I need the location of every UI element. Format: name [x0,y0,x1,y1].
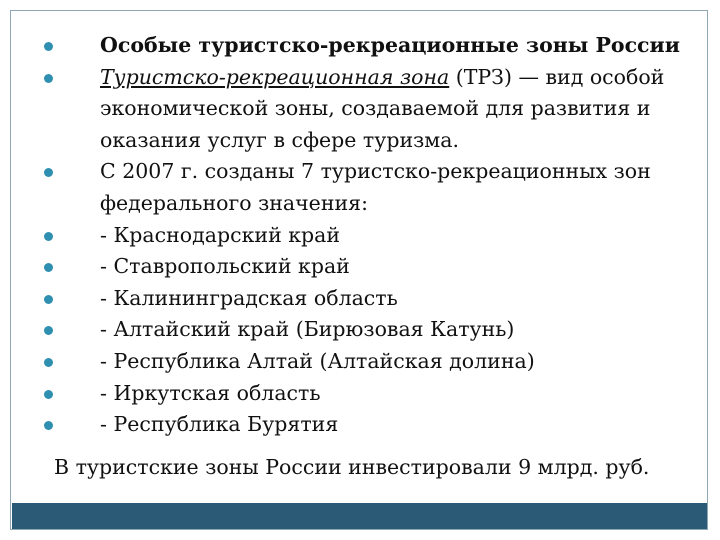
bullet-dot-icon [44,421,53,430]
zone-label: - Калининградская область [100,285,398,310]
bullet-dot-icon [44,295,53,304]
zone-label: - Иркутская область [100,380,321,405]
bullet-dot-icon [44,42,53,51]
definition-text: (ТРЗ) — вид особой экономической зоны, создаваемой для развития и оказания услуг в сфере туризма. [100,64,665,152]
bullet-item-zone [44,409,684,441]
bullet-item-zone [44,251,684,283]
investment-summary: В туристские зоны России инвестировали 9 млрд. руб. [54,455,650,479]
bullet-dot-icon [44,232,53,241]
bullet-item-zone [44,220,684,252]
bullet-item-intro [44,156,684,219]
bullet-dot-icon [44,263,53,272]
slide-title: Особые туристско-рекреационные зоны России [100,33,680,57]
bullet-dot-icon [44,168,53,177]
bullet-item-zone [44,378,684,410]
bullet-dot-icon [44,358,53,367]
bullet-dot-icon [44,74,53,83]
bullet-dot-icon [44,390,53,399]
bullet-item-zone [44,314,684,346]
bullet-item-zone [44,346,684,378]
zone-label: - Республика Алтай (Алтайская долина) [100,348,535,373]
intro-text: С 2007 г. созданы 7 туристско-рекреационных зон федерального значения: [100,159,651,215]
bullet-item-title [44,30,684,62]
bullet-dot-icon [44,326,53,335]
zone-label: - Алтайский край (Бирюзовая Катунь) [100,317,515,342]
zone-label: - Республика Бурятия [100,412,339,437]
slide-content [44,30,684,441]
zone-label: - Ставропольский край [100,254,350,279]
definition-term: Туристско-рекреационная зона [100,64,450,89]
bottom-bar [12,503,707,529]
bullet-item-definition [44,62,684,157]
bullet-item-zone [44,283,684,315]
zone-label: - Краснодарский край [100,222,341,247]
